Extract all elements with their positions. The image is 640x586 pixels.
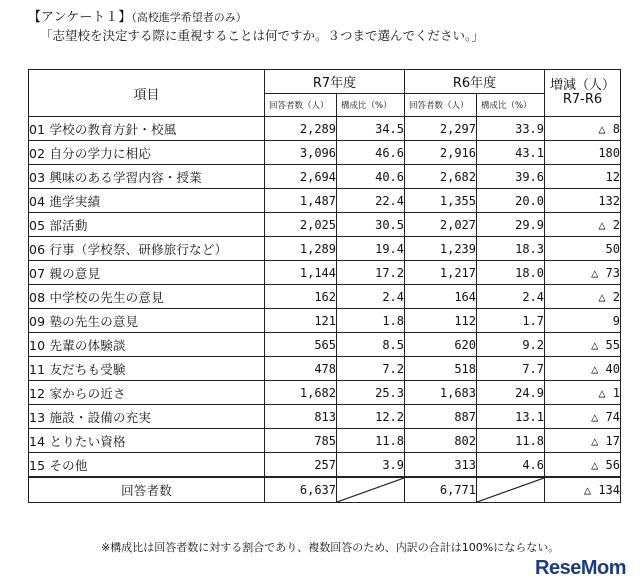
row-r6-ratio: 9.2 [477,333,545,357]
row-r7-ratio: 12.2 [337,405,405,429]
row-r6-count: 112 [405,309,477,333]
row-item-label: 12 家からの近さ [29,381,265,405]
row-r7-count: 162 [265,285,337,309]
row-change: △ 56 [545,453,621,478]
row-item-label: 07 親の意見 [29,261,265,285]
row-r6-ratio: 18.0 [477,261,545,285]
row-r6-ratio: 20.0 [477,189,545,213]
row-item-label: 13 施設・設備の充実 [29,405,265,429]
row-r6-count: 2,297 [405,117,477,141]
row-change: △ 8 [545,117,621,141]
survey-question: 「志望校を決定する際に重視することは何ですか。３つまで選んでください。」 [40,28,484,43]
table-row [29,165,621,189]
row-r7-count: 2,694 [265,165,337,189]
row-r6-count: 164 [405,285,477,309]
row-change: 12 [545,165,621,189]
table-row [29,309,621,333]
row-r7-ratio: 3.9 [337,453,405,478]
row-r6-ratio: 4.6 [477,453,545,478]
total-r7-ratio-empty [337,477,405,503]
row-item-label: 10 先輩の体験談 [29,333,265,357]
row-r6-ratio: 11.8 [477,429,545,453]
row-r6-count: 2,916 [405,141,477,165]
row-change: △ 74 [545,405,621,429]
row-r6-count: 802 [405,429,477,453]
item-column-header: 項目 [29,70,265,117]
row-change: △ 73 [545,261,621,285]
row-r6-count: 1,355 [405,189,477,213]
logo-text: ReseMom [535,557,626,579]
row-r7-ratio: 11.8 [337,429,405,453]
total-r6-count: 6,771 [405,477,477,503]
row-r6-count: 620 [405,333,477,357]
row-item-label: 03 興味のある学習内容・授業 [29,165,265,189]
row-r7-ratio: 30.5 [337,213,405,237]
row-r7-ratio: 46.6 [337,141,405,165]
row-change: △ 2 [545,285,621,309]
row-r6-ratio: 2.4 [477,285,545,309]
row-r7-ratio: 40.6 [337,165,405,189]
table-row [29,357,621,381]
resemom-logo [535,557,626,580]
row-r7-count: 478 [265,357,337,381]
row-change: 180 [545,141,621,165]
row-r7-count: 565 [265,333,337,357]
row-r6-count: 518 [405,357,477,381]
row-change: △ 55 [545,333,621,357]
row-r7-count: 121 [265,309,337,333]
row-r7-ratio: 1.8 [337,309,405,333]
change-header-period: R7-R6 [562,92,603,107]
row-item-label: 09 塾の先生の意見 [29,309,265,333]
row-r6-ratio: 7.7 [477,357,545,381]
row-change: △ 17 [545,429,621,453]
total-label: 回答者数 [29,477,265,503]
table-row [29,237,621,261]
row-r6-count: 1,239 [405,237,477,261]
table-row [29,285,621,309]
table-row [29,141,621,165]
row-r6-count: 1,683 [405,381,477,405]
r6-ratio-header: 構成比（%） [477,94,545,117]
table-row [29,117,621,141]
r6-count-header: 回答者数（人） [405,94,477,117]
table-row [29,333,621,357]
row-r6-ratio: 24.9 [477,381,545,405]
table-row [29,189,621,213]
footnote: ※構成比は回答者数に対する割合であり、複数回答のため、内訳の合計は100%にならない。 [101,541,560,554]
row-r6-ratio: 39.6 [477,165,545,189]
table-row [29,405,621,429]
survey-subtitle: （高校進学希望者のみ） [131,11,247,24]
row-r7-ratio: 19.4 [337,237,405,261]
table-row [29,429,621,453]
row-r6-ratio: 1.7 [477,309,545,333]
row-r7-count: 257 [265,453,337,478]
row-change: 132 [545,189,621,213]
row-item-label: 11 友だちも受験 [29,357,265,381]
row-r7-count: 3,096 [265,141,337,165]
row-r7-ratio: 25.3 [337,381,405,405]
row-item-label: 04 進学実績 [29,189,265,213]
table-row [29,261,621,285]
row-r7-ratio: 7.2 [337,357,405,381]
table-row [29,453,621,478]
table-row [29,381,621,405]
row-change: 9 [545,309,621,333]
row-r7-count: 1,144 [265,261,337,285]
row-r6-count: 887 [405,405,477,429]
row-item-label: 14 とりたい資格 [29,429,265,453]
diagonal-slash-icon [477,478,544,502]
total-row [29,477,621,503]
row-r7-count: 2,025 [265,213,337,237]
row-r7-count: 1,682 [265,381,337,405]
row-item-label: 15 その他 [29,453,265,478]
row-item-label: 02 自分の学力に相応 [29,141,265,165]
table-body [29,117,621,478]
change-column-header [545,70,621,117]
results-table [28,69,621,503]
row-r7-count: 813 [265,405,337,429]
row-r7-count: 2,289 [265,117,337,141]
r7-count-header: 回答者数（人） [265,94,337,117]
total-r6-ratio-empty [477,477,545,503]
change-header-label: 増減（人） [549,78,615,93]
total-change: △ 134 [545,477,621,503]
row-r6-ratio: 18.3 [477,237,545,261]
row-change: △ 1 [545,381,621,405]
row-item-label: 08 中学校の先生の意見 [29,285,265,309]
row-item-label: 01 学校の教育方針・校風 [29,117,265,141]
row-r7-ratio: 22.4 [337,189,405,213]
r6-year-header: R6年度 [405,70,545,94]
diagonal-slash-icon [337,478,404,502]
table-row [29,213,621,237]
r7-year-header: R7年度 [265,70,405,94]
total-r7-count: 6,637 [265,477,337,503]
row-change: 50 [545,237,621,261]
row-r7-ratio: 34.5 [337,117,405,141]
row-change: △ 2 [545,213,621,237]
row-r7-ratio: 17.2 [337,261,405,285]
row-change: △ 40 [545,357,621,381]
row-r6-count: 1,217 [405,261,477,285]
row-r6-ratio: 13.1 [477,405,545,429]
row-item-label: 05 部活動 [29,213,265,237]
row-r7-ratio: 8.5 [337,333,405,357]
table-header-row [29,70,621,94]
row-r6-count: 2,027 [405,213,477,237]
row-r7-count: 1,487 [265,189,337,213]
row-r7-ratio: 2.4 [337,285,405,309]
row-r6-ratio: 43.1 [477,141,545,165]
row-r7-count: 1,289 [265,237,337,261]
row-r6-ratio: 33.9 [477,117,545,141]
row-r6-ratio: 29.9 [477,213,545,237]
row-r6-count: 2,682 [405,165,477,189]
row-r6-count: 313 [405,453,477,478]
survey-title: 【アンケート１】 [28,10,132,25]
row-item-label: 06 行事（学校祭、研修旅行など） [29,237,265,261]
survey-heading [28,6,247,25]
row-r7-count: 785 [265,429,337,453]
r7-ratio-header: 構成比（%） [337,94,405,117]
